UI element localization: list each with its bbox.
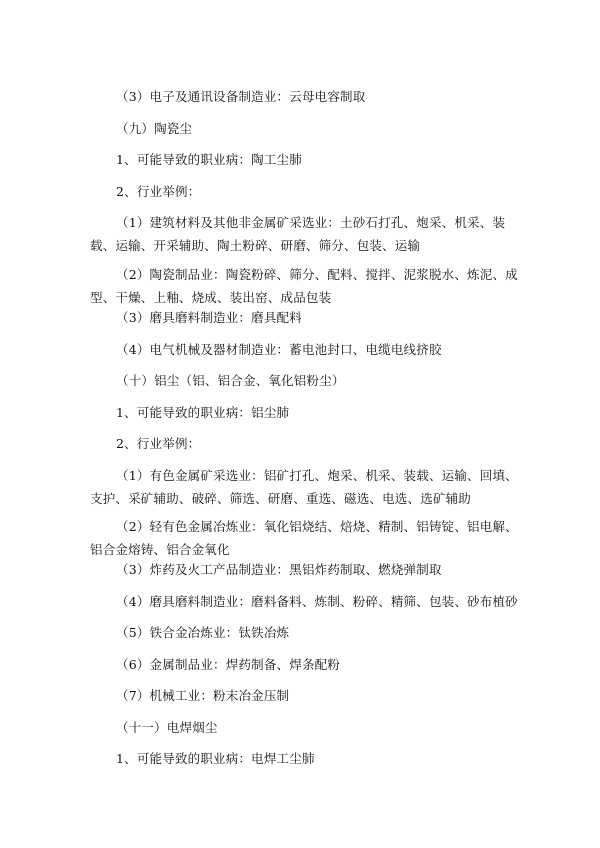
paragraph-aluminum-disease: 1、可能导致的职业病：铝尘肺 (116, 405, 290, 420)
section-heading-ceramic-dust: （九）陶瓷尘 (116, 121, 193, 136)
paragraph-ceramic-abrasives: （3）磨具磨料制造业：磨具配料 (116, 310, 302, 325)
section-heading-welding-fume: （十一）电焊烟尘 (116, 720, 218, 735)
paragraph-aluminum-ferroalloy: （5）铁合金冶炼业：钛铁冶炼 (116, 625, 290, 640)
paragraph-aluminum-smelting: （2）轻有色金属冶炼业：氧化铝烧结、焙烧、精制、铝铸锭、铝电解、铝合金熔铸、铝合金氧化 (90, 519, 518, 557)
paragraph-aluminum-explosives: （3）炸药及火工产品制造业：黑铝炸药制取、燃烧弹制取 (116, 562, 442, 577)
paragraph-ceramic-building-materials: （1）建筑材料及其他非金属矿采选业：土砂石打孔、炮采、机采、装载、运输、开采辅助、陶土粉碎、研磨、筛分、包装、运输 (90, 215, 506, 253)
section-heading-aluminum-dust: （十）铝尘（铝、铝合金、氧化铝粉尘） (116, 373, 345, 388)
paragraph-ceramic-disease: 1、可能导致的职业病：陶工尘肺 (116, 152, 302, 167)
paragraph-aluminum-abrasives: （4）磨具磨料制造业：磨料备料、炼制、粉碎、精筛、包装、砂布植砂 (116, 594, 518, 609)
paragraph-aluminum-mining: （1）有色金属矿采选业：铝矿打孔、炮采、机采、装载、运输、回填、支护、采矿辅助、破碎、筛选、研磨、重选、磁选、电选、选矿辅助 (90, 468, 518, 506)
paragraph-ceramic-products: （2）陶瓷制品业：陶瓷粉碎、筛分、配料、搅拌、泥浆脱水、炼泥、成型、干燥、上釉、烧成、装出窑、成品包装 (90, 267, 518, 305)
paragraph-ceramic-electrical: （4）电气机械及器材制造业：蓄电池封口、电缆电线挤胶 (116, 342, 442, 357)
paragraph-electronics-mica: （3）电子及通讯设备制造业：云母电容制取 (116, 89, 366, 104)
paragraph-aluminum-metal-products: （6）金属制品业：焊药制备、焊条配粉 (116, 657, 341, 672)
paragraph-ceramic-industry-heading: 2、行业举例： (116, 184, 201, 199)
paragraph-welding-disease: 1、可能导致的职业病：电焊工尘肺 (116, 751, 315, 766)
paragraph-aluminum-machinery: （7）机械工业：粉末冶金压制 (116, 688, 290, 703)
paragraph-aluminum-industry-heading: 2、行业举例： (116, 436, 201, 451)
